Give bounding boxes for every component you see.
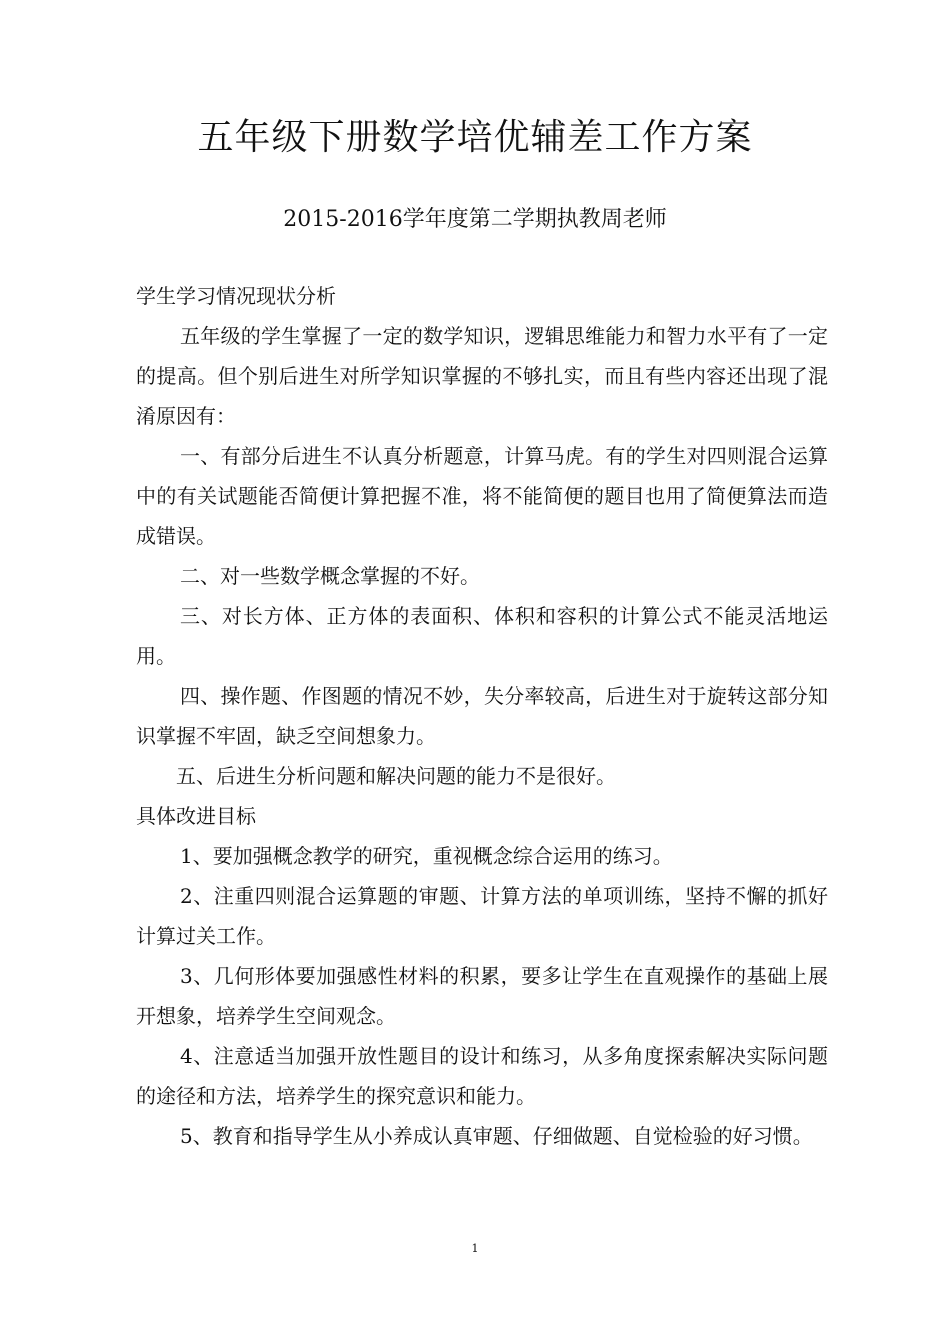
paragraph-analysis-item-5: 五、后进生分析问题和解决问题的能力不是很好。 [176, 764, 616, 788]
paragraph-goal-1: 1、要加强概念教学的研究，重视概念综合运用的练习。 [180, 844, 673, 868]
paragraph-analysis-item-2: 二、对一些数学概念掌握的不好。 [180, 564, 480, 588]
paragraph-analysis-item-3: 三、对长方体、正方体的表面积、体积和容积的计算公式不能灵活地运用。 [136, 604, 828, 668]
paragraph-analysis-item-4: 四、操作题、作图题的情况不妙，失分率较高，后进生对于旋转这部分知识掌握不牢固，缺乏空间想象力。 [136, 684, 828, 748]
document-body [136, 276, 828, 1156]
paragraph-analysis-intro: 五年级的学生掌握了一定的数学知识，逻辑思维能力和智力水平有了一定的提高。但个别后进生对所学知识掌握的不够扎实，而且有些内容还出现了混淆原因有： [136, 324, 828, 428]
section-heading-goals: 具体改进目标 [136, 804, 256, 828]
document-title: 五年级下册数学培优辅差工作方案 [197, 117, 753, 158]
page-number: 1 [471, 1242, 479, 1255]
paragraph-goal-2: 2、注重四则混合运算题的审题、计算方法的单项训练，坚持不懈的抓好计算过关工作。 [136, 884, 828, 948]
paragraph-goal-5: 5、教育和指导学生从小养成认真审题、仔细做题、自觉检验的好习惯。 [180, 1124, 813, 1148]
paragraph-analysis-item-1: 一、有部分后进生不认真分析题意，计算马虎。有的学生对四则混合运算中的有关试题能否简便计算把握不准，将不能简便的题目也用了简便算法而造成错误。 [136, 444, 828, 548]
paragraph-goal-3: 3、几何形体要加强感性材料的积累，要多让学生在直观操作的基础上展开想象，培养学生空间观念。 [136, 964, 828, 1028]
paragraph-goal-4: 4、注意适当加强开放性题目的设计和练习，从多角度探索解决实际问题的途径和方法，培养学生的探究意识和能力。 [136, 1044, 828, 1108]
section-heading-analysis: 学生学习情况现状分析 [136, 284, 336, 308]
document-subtitle: 2015-2016学年度第二学期执教周老师 [283, 207, 667, 232]
